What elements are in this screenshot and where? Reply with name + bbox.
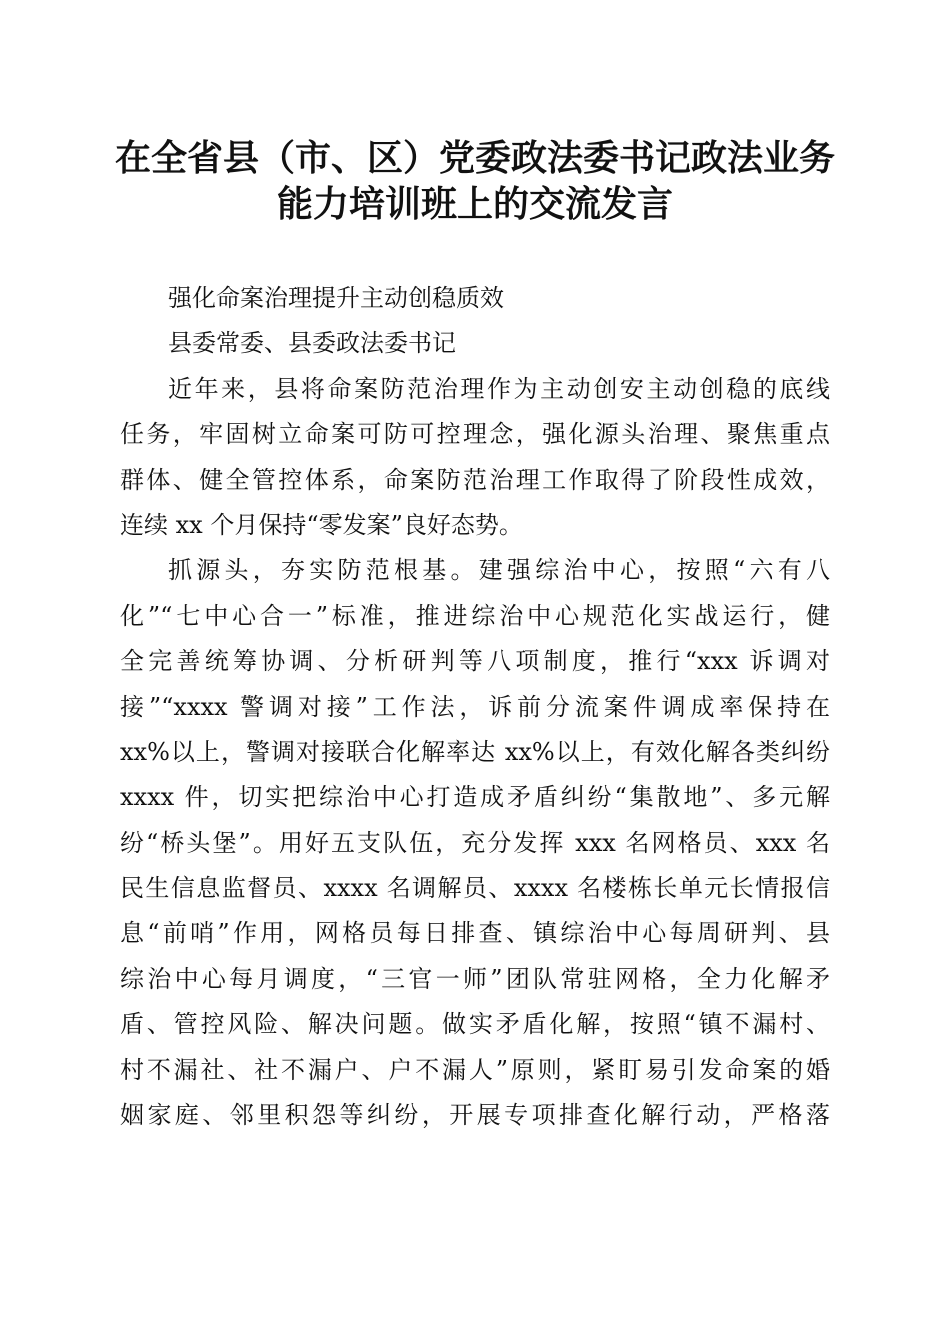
paragraph-line: xx%以上，警调对接联合化解率达 xx%以上，有效化解各类纠纷 [120,737,830,766]
paragraph-line: xxxx 件，切实把综治中心打造成矛盾纠纷“集散地”、多元解 [120,783,830,812]
paragraph-line: 纷“桥头堡”。用好五支队伍，充分发挥 xxx 名网格员、xxx 名 [120,828,830,857]
paragraph-line: 民生信息监督员、xxxx 名调解员、xxxx 名楼栋长单元长情报信 [120,874,830,903]
paragraph-line: 盾、管控风险、解决问题。做实矛盾化解，按照“镇不漏村、 [120,1010,830,1039]
document-title-line-2: 能力培训班上的交流发言 [276,183,673,225]
paragraph-line: 息“前哨”作用，网格员每日排查、镇综治中心每周研判、县 [120,919,830,948]
document-body [120,276,830,1138]
paragraph-line: 姻家庭、邻里积怨等纠纷，开展专项排查化解行动，严格落 [120,1101,830,1130]
paragraph-1 [120,367,830,549]
paragraph-line: 化”“七中心合一”标准，推进综治中心规范化实战运行，健 [120,601,830,630]
paragraph-2 [120,548,830,1138]
paragraph-line: 连续 xx 个月保持“零发案”良好态势。 [120,510,523,539]
document-title-line-1: 在全省县（市、区）党委政法委书记政法业务 [114,137,835,179]
document-author: 县委常委、县委政法委书记 [168,329,456,358]
paragraph-line: 抓源头，夯实防范根基。建强综治中心，按照“六有八 [168,556,830,585]
paragraph-line: 群体、健全管控体系，命案防范治理工作取得了阶段性成效， [120,465,830,494]
paragraph-line: 近年来，县将命案防范治理作为主动创安主动创稳的底线 [168,374,830,403]
paragraph-line: 任务，牢固树立命案可防可控理念，强化源头治理、聚焦重点 [120,420,830,449]
paragraph-line: 接”“xxxx 警调对接”工作法，诉前分流案件调成率保持在 [120,692,830,721]
document-subtitle: 强化命案治理提升主动创稳质效 [168,284,504,312]
paragraph-line: 综治中心每月调度，“三官一师”团队常驻网格，全力化解矛 [120,964,830,993]
paragraph-line: 村不漏社、社不漏户、户不漏人”原则，紧盯易引发命案的婚 [120,1055,830,1084]
paragraph-line: 全完善统筹协调、分析研判等八项制度，推行“xxx 诉调对 [120,647,830,676]
